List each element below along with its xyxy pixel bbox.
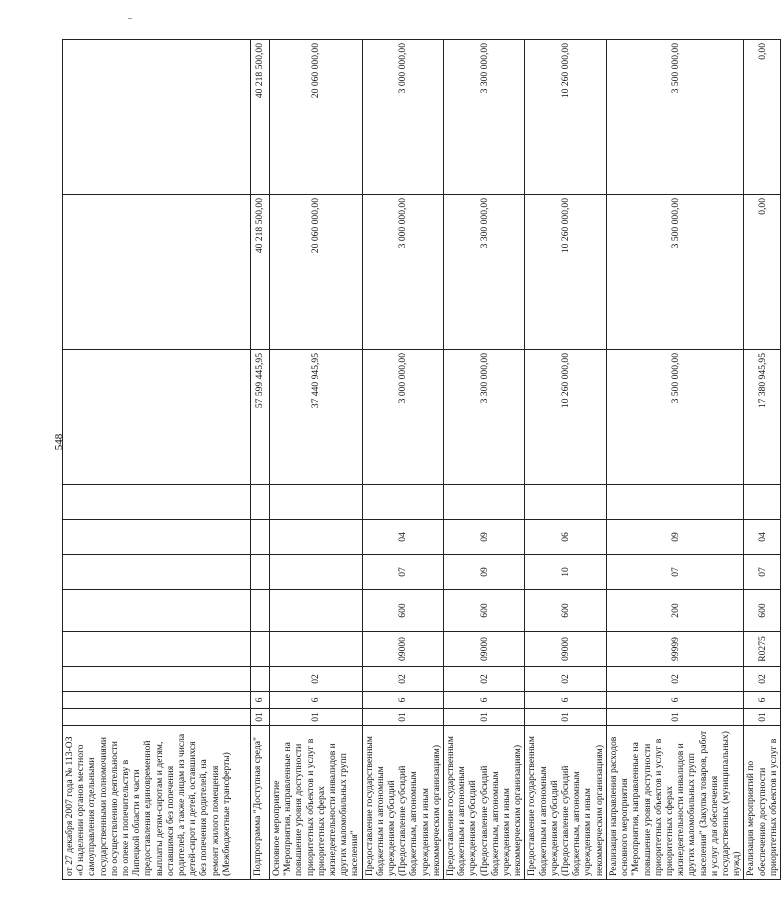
code-2: 6 [270, 692, 363, 709]
value-3: 0,00 [744, 40, 781, 195]
value-3: 3 000 000,00 [362, 40, 443, 195]
code-5: 200 [606, 590, 743, 632]
code-1: 01 [444, 709, 525, 726]
code-8 [362, 485, 443, 520]
code-2: 6 [251, 692, 270, 709]
row-name: Подпрограмма "Доступная среда" [251, 726, 270, 880]
code-5: 600 [444, 590, 525, 632]
code-6: 09 [444, 555, 525, 590]
budget-table-container [62, 40, 779, 880]
code-4: R0275 [744, 632, 781, 667]
page-number: 548 [53, 433, 65, 451]
code-7: 04 [362, 520, 443, 555]
code-8 [251, 485, 270, 520]
code-6 [63, 555, 251, 590]
value-2 [63, 195, 251, 350]
code-1: 01 [525, 709, 606, 726]
budget-table [62, 39, 781, 880]
value-2: 3 000 000,00 [362, 195, 443, 350]
table-row [63, 40, 251, 880]
value-3: 20 060 000,00 [270, 40, 363, 195]
value-2: 40 218 500,00 [251, 195, 270, 350]
value-3: 3 300 000,00 [444, 40, 525, 195]
code-2: 6 [444, 692, 525, 709]
code-2: 6 [606, 692, 743, 709]
table-row [362, 40, 443, 880]
code-8 [270, 485, 363, 520]
value-3 [63, 40, 251, 195]
code-8 [744, 485, 781, 520]
code-6 [251, 555, 270, 590]
code-6: 07 [362, 555, 443, 590]
code-7: 09 [606, 520, 743, 555]
value-2: 3 300 000,00 [444, 195, 525, 350]
code-5: 600 [525, 590, 606, 632]
table-row [744, 40, 781, 880]
code-4 [270, 632, 363, 667]
value-2: 0,00 [744, 195, 781, 350]
code-2: 6 [362, 692, 443, 709]
code-4 [251, 632, 270, 667]
code-2 [63, 692, 251, 709]
code-3: 02 [744, 667, 781, 692]
code-6: 07 [744, 555, 781, 590]
value-3: 3 500 000,00 [606, 40, 743, 195]
code-3: 02 [444, 667, 525, 692]
code-5 [251, 590, 270, 632]
code-3 [63, 667, 251, 692]
code-7 [251, 520, 270, 555]
table-row [606, 40, 743, 880]
row-name: от 27 декабря 2007 года № 113-ОЗ «О наделении органов местного самоуправления отдельными государственными полномочиями по осуществлению деятельности по опеке и попечительству в Липецкой области в части предоставления единовременной выплаты детям-сиротам и детям, оставшимся без попечения родителей, а также лицам из числа детей-сирот и детей, оставшихся без попечения родителей, на ремонт жилого помещения (Межбюджетные трансферты) [63, 726, 251, 880]
code-6: 07 [606, 555, 743, 590]
value-3: 10 260 000,00 [525, 40, 606, 195]
scan-mark [128, 18, 132, 19]
code-8 [63, 485, 251, 520]
row-name: Реализация мероприятий по обеспечению доступности приоритетных объектов и услуг в [744, 726, 781, 880]
code-4: 09000 [525, 632, 606, 667]
value-1: 37 440 945,95 [270, 350, 363, 485]
code-7 [63, 520, 251, 555]
code-3 [251, 667, 270, 692]
row-name: Предоставление государственным бюджетным и автономным учреждениям субсидий (Предоставление субсидий бюджетным, автономным учреждениям и иным некоммерческим организациям) [525, 726, 606, 880]
code-7: 09 [444, 520, 525, 555]
code-5: 600 [362, 590, 443, 632]
code-4 [63, 632, 251, 667]
code-4: 99999 [606, 632, 743, 667]
table-row [525, 40, 606, 880]
code-3: 02 [362, 667, 443, 692]
code-7 [270, 520, 363, 555]
code-4: 09000 [444, 632, 525, 667]
code-8 [525, 485, 606, 520]
code-4: 09000 [362, 632, 443, 667]
code-2: 6 [525, 692, 606, 709]
table-row [270, 40, 363, 880]
row-name: Основное мероприятие "Мероприятия, направленные на повышение уровня доступности приоритетных объектов и услуг в приоритетных сферах жизнедеятельности инвалидов и других маломобильных групп населения" [270, 726, 363, 880]
code-6: 10 [525, 555, 606, 590]
value-1: 57 599 445,95 [251, 350, 270, 485]
code-1: 01 [270, 709, 363, 726]
row-name: Реализация направления расходов основного мероприятия "Мероприятия, направленные на повышение уровня доступности приоритетных объектов и услуг в приоритетных сферах жизнедеятельности инвалидов и других маломобильных групп населения" (Закупка товаров, работ и услуг для обеспечения государственных (муниципальных) нужд) [606, 726, 743, 880]
table-row [444, 40, 525, 880]
value-2: 10 260 000,00 [525, 195, 606, 350]
code-3: 02 [270, 667, 363, 692]
code-6 [270, 555, 363, 590]
value-2: 3 500 000,00 [606, 195, 743, 350]
code-2: 6 [744, 692, 781, 709]
value-3: 40 218 500,00 [251, 40, 270, 195]
value-1: 3 000 000,00 [362, 350, 443, 485]
value-2: 20 060 000,00 [270, 195, 363, 350]
value-1 [63, 350, 251, 485]
value-1: 3 300 000,00 [444, 350, 525, 485]
code-3: 02 [525, 667, 606, 692]
code-8 [606, 485, 743, 520]
table-row [251, 40, 270, 880]
value-1: 3 500 000,00 [606, 350, 743, 485]
code-5 [270, 590, 363, 632]
code-3: 02 [606, 667, 743, 692]
row-name: Предоставление государственным бюджетным и автономным учреждениям субсидий (Предоставление субсидий бюджетным, автономным учреждениям и иным некоммерческим организациям) [362, 726, 443, 880]
code-1: 01 [606, 709, 743, 726]
row-name: Предоставление государственным бюджетным и автономным учреждениям субсидий (Предоставление субсидий бюджетным, автономным учреждениям и иным некоммерческим организациям) [444, 726, 525, 880]
value-1: 17 380 945,95 [744, 350, 781, 485]
code-7: 04 [744, 520, 781, 555]
code-1: 01 [362, 709, 443, 726]
code-1: 01 [251, 709, 270, 726]
code-1 [63, 709, 251, 726]
code-5: 600 [744, 590, 781, 632]
code-8 [444, 485, 525, 520]
code-7: 06 [525, 520, 606, 555]
code-1: 01 [744, 709, 781, 726]
code-5 [63, 590, 251, 632]
value-1: 10 260 000,00 [525, 350, 606, 485]
